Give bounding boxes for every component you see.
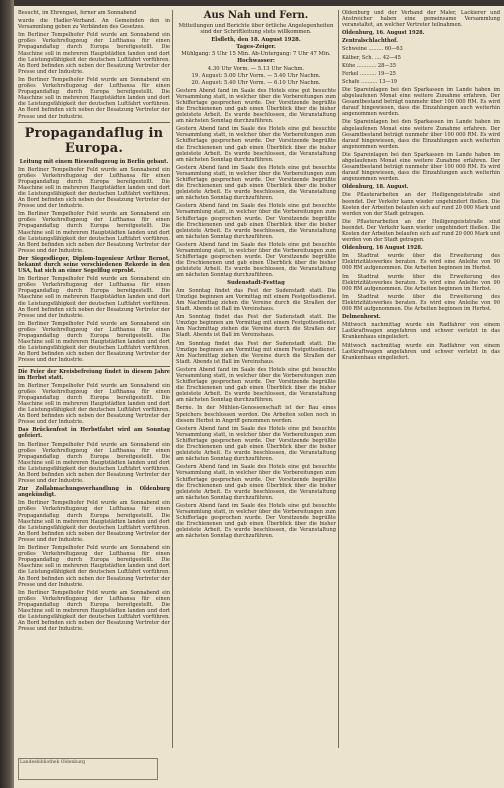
article-body-4: Gestern Abend fand im Saale des Hotels eine gut besuchte Versammlung statt, in welcher über die Vorbereitungen zum Schiffertage gesprochen wurde. Der Vorsitzende begrüßte die Erschienenen und gab einen Überblick über die bisher geleistete Arbeit. Es wurde beschlossen, die Veranstaltung am nächsten Sonntag durchzuführen. <box>176 203 336 240</box>
article-body-8: Gestern Abend fand im Saale des Hotels eine gut besuchte Versammlung statt, in welcher über die Vorbereitungen zum Schiffertage gesprochen wurde. Der Vorsitzende begrüßte die Erschienenen und gab einen Überblick über die bisher geleistete Arbeit. Es wurde beschlossen, die Veranstaltung am nächsten Sonntag durchzuführen. <box>176 464 336 501</box>
note-1: Der Siegesflieger, Diplom-Ingenieur Arthur Bernot, bekannt durch seine verschiedenen Rekorde in den USA, hat sich an einer Segelflug erprobt. <box>18 255 170 275</box>
list-item: Kühe ............ 28—35 <box>342 62 396 69</box>
list-item: Ferkel .......... 19—25 <box>342 70 396 77</box>
column-divider <box>338 10 339 748</box>
section-body-3: Am Sonntag findet das Fest der Sudenstadt statt. Die Umzüge beginnen am Vormittag mit einem Festgottesdienst. Am Nachmittag ziehen die Vereine durch die Straßen der Stadt. Abends ist Ball im Vereinshaus. <box>176 340 336 365</box>
divider <box>18 122 170 123</box>
list-item: Schweine ......... 60—63 <box>342 46 403 53</box>
article-body-8: Im Berliner Tempelhofer Feld wurde am Sonnabend ein großes Verkehrsflugzeug der Lufthansa für einen Propagandaflug durch Europa bereitgestellt. Die Maschine soll in mehreren Hauptstädten landen und dort die Leistungsfähigkeit der deutschen Luftfahrt vorführen. An Bord befinden sich neben der Besatzung Vertreter der Presse und der Industrie. <box>18 545 170 588</box>
article-body: Die Spareinlagen bei den Sparkassen im Lande haben im abgelaufenen Monat eine weitere Zunahme erfahren. Der Gesamtbestand beträgt nunmehr über 100 000 RM. Es wird darauf hingewiesen, dass die Einzahlungen auch weiterhin angenommen werden. <box>342 86 500 118</box>
column-3 <box>342 10 500 363</box>
list-item: Kälber, Sch. .... 42—45 <box>342 54 401 61</box>
col3-header-4: Delmenhorst. <box>342 314 381 321</box>
article-body-3: Im Berliner Tempelhofer Feld wurde am Sonnabend ein großes Verkehrsflugzeug der Lufthansa für einen Propagandaflug durch Europa bereitgestellt. Die Maschine soll in mehreren Hauptstädten landen und dort die Leistungsfähigkeit der deutschen Luftfahrt vorführen. An Bord befinden sich neben der Besatzung Vertreter der Presse und der Industrie. <box>18 276 170 319</box>
column-divider <box>172 10 173 748</box>
article-body-3: Gestern Abend fand im Saale des Hotels eine gut besuchte Versammlung statt, in welcher über die Vorbereitungen zum Schiffertage gesprochen wurde. Der Vorsitzende begrüßte die Erschienenen und gab einen Überblick über die bisher geleistete Arbeit. Es wurde beschlossen, die Veranstaltung am nächsten Sonntag durchzuführen. <box>176 164 336 202</box>
list-title: Zentralschlachthof. <box>342 38 398 45</box>
article-body-9: Im Berliner Tempelhofer Feld wurde am Sonnabend ein großes Verkehrsflugzeug der Lufthansa für einen Propagandaflug durch Europa bereitgestellt. Die Maschine soll in mehreren Hauptstädten landen und dort die Leistungsfähigkeit der deutschen Luftfahrt vorführen. An Bord befinden sich neben der Besatzung Vertreter der Presse und der Industrie. <box>18 589 170 633</box>
article-body-4: Im Berliner Tempelhofer Feld wurde am Sonnabend ein großes Verkehrsflugzeug der Lufthansa für einen Propagandaflug durch Europa bereitgestellt. Die Maschine soll in mehreren Hauptstädten landen und dort die Leistungsfähigkeit der deutschen Luftfahrt vorführen. An Bord befinden sich neben der Besatzung Vertreter der Presse und der Industrie. <box>18 320 170 364</box>
headline: Propagandaflug in Europa. <box>24 125 164 156</box>
note-4: Zur Zollabmachungsverhandlung in Oldenburg angekündigt. <box>18 486 170 499</box>
article-body-2: Im Berliner Tempelhofer Feld wurde am Sonnabend ein großes Verkehrsflugzeug der Lufthansa für einen Propagandaflug durch Europa bereitgestellt. Die Maschine soll in mehreren Hauptstädten landen und dort die Leistungsfähigkeit der deutschen Luftfahrt vorführen. An Bord befinden sich neben der Besatzung Vertreter der Presse und der Industrie. <box>18 211 170 254</box>
col3-header-3: Oldenburg, 16 August 1928. <box>342 245 423 252</box>
col1-filler: Im Berliner Tempelhofer Feld wurde am Sonnabend ein großes Verkehrsflugzeug der Lufthansa für einen Propagandaflug durch Europa bereitgestellt. Die Maschine soll in mehreren Hauptstädten landen und dort die Leistungsfähigkeit der deutschen Luftfahrt vorführen. An Bord befinden sich neben der Besatzung Vertreter der Presse und der Industrie. <box>18 32 170 75</box>
tides-title: Tages-Zeiger. <box>236 43 276 50</box>
article-body-9: Mittwoch nachmittag wurde ein Radfahrer von einem Lastkraftwagen angefahren und schwer verletzt in das Krankenhaus eingeliefert. <box>342 322 500 341</box>
note-3: Das Brückenfest in Herbstfahrt wird am Sonntag gefeiert. <box>18 427 170 440</box>
hochwasser-2: 19. August: 5.00 Uhr Vorm. — 5.40 Uhr Nachm. <box>191 73 321 80</box>
article-body-8: Im Stadtrat wurde über die Erweiterung des Elektrizitätswerkes beraten. Es wird eine Anleihe von 90 000 RM aufgenommen. Die Arbeiten beginnen im Herbst. <box>342 293 500 313</box>
article-body-7: Im Berliner Tempelhofer Feld wurde am Sonnabend ein großes Verkehrsflugzeug der Lufthansa für einen Propagandaflug durch Europa bereitgestellt. Die Maschine soll in mehreren Hauptstädten landen und dort die Leistungsfähigkeit der deutschen Luftfahrt vorführen. An Bord befinden sich neben der Besatzung Vertreter der Presse und der Industrie. <box>18 500 170 543</box>
section-body-2: Am Sonntag findet das Fest der Sudenstadt statt. Die Umzüge beginnen am Vormittag mit einem Festgottesdienst. Am Nachmittag ziehen die Vereine durch die Straßen der Stadt. Abends ist Ball im Vereinshaus. <box>176 314 336 339</box>
article-body-7: Gestern Abend fand im Saale des Hotels eine gut besuchte Versammlung statt, in welcher über die Vorbereitungen zum Schiffertage gesprochen wurde. Der Vorsitzende begrüßte die Erschienenen und gab einen Überblick über die bisher geleistete Arbeit. Es wurde beschlossen, die Veranstaltung am nächsten Sonntag durchzuführen. <box>176 425 336 463</box>
masthead-sub: Mitteilungen und Berichte über örtliche Angelegenheiten sind der Schriftleitung stets willkommen. <box>178 23 334 36</box>
article-body-10: Mittwoch nachmittag wurde ein Radfahrer von einem Lastkraftwagen angefahren und schwer verletzt in das Krankenhaus eingeliefert. <box>342 342 500 361</box>
article-body-6: Im Stadtrat wurde über die Erweiterung des Elektrizitätswerkes beraten. Es wird eine Anleihe von 90 000 RM aufgenommen. Die Arbeiten beginnen im Herbst. <box>342 253 500 272</box>
note-2: Die Feier der Kreisbefreiung findet in diesem Jahre im Herbst statt. <box>18 368 170 381</box>
hochwasser-1: 4.30 Uhr Vorm. — 5.13 Uhr Nachm. <box>207 65 305 72</box>
article-body-5: Im Berliner Tempelhofer Feld wurde am Sonnabend ein großes Verkehrsflugzeug der Lufthansa für einen Propagandaflug durch Europa bereitgestellt. Die Maschine soll in mehreren Hauptstädten landen und dort die Leistungsfähigkeit der deutschen Luftfahrt vorführen. An Bord befinden sich neben der Besatzung Vertreter der Presse und der Industrie. <box>18 382 170 426</box>
section-title: Sudenstadt-Festtag <box>227 280 285 287</box>
berne-note: Berne. In der Mühlen-Genossenschaft ist der Bau eines Speichers beschlossen worden. Die Arbeiten sollen noch in diesem Herbst in Angriff genommen werden. <box>176 405 336 424</box>
hochwasser-3: 20. August: 5.40 Uhr Vorm. — 6.10 Uhr Nachm. <box>191 80 321 87</box>
newspaper-page <box>14 6 504 788</box>
column-2 <box>176 10 336 541</box>
article-body-3: Die Spareinlagen bei den Sparkassen im Lande haben im abgelaufenen Monat eine weitere Zunahme erfahren. Der Gesamtbestand beträgt nunmehr über 100 000 RM. Es wird darauf hingewiesen, dass die Einzahlungen auch weiterhin angenommen werden. <box>342 151 500 183</box>
page-edge <box>0 0 14 788</box>
article-body-7: Im Stadtrat wurde über die Erweiterung des Elektrizitätswerkes beraten. Es wird eine Anleihe von 90 000 RM aufgenommen. Die Arbeiten beginnen im Herbst. <box>342 273 500 292</box>
library-stamp: Landesbibliothek Oldenburg <box>18 758 158 780</box>
article-body-6: Im Berliner Tempelhofer Feld wurde am Sonnabend ein großes Verkehrsflugzeug der Lufthansa für einen Propagandaflug durch Europa bereitgestellt. Die Maschine soll in mehreren Hauptstädten landen und dort die Leistungsfähigkeit der deutschen Luftfahrt vorführen. An Bord befinden sich neben der Besatzung Vertreter der Presse und der Industrie. <box>18 441 170 485</box>
tides: Mühlgang: 5 Uhr 15 Min. Ab-Untergang: 7 Uhr 47 Min. <box>181 51 331 58</box>
list-item: Schafe .......... 13—19 <box>342 78 398 85</box>
subheadline: Leitung mit einem Riesenflugzeug in Berlin gebaut. <box>19 158 169 165</box>
col3-top: Oldenburg und der Verband der Maler, Lackierer und Anstreicher haben eine gemeinsame Versammlung veranstaltet, an welcher Vertreter teilnahmen. <box>342 10 500 29</box>
col1-filler-2: Im Berliner Tempelhofer Feld wurde am Sonnabend ein großes Verkehrsflugzeug der Lufthansa für einen Propagandaflug durch Europa bereitgestellt. Die Maschine soll in mehreren Hauptstädten landen und dort die Leistungsfähigkeit der deutschen Luftfahrt vorführen. An Bord befinden sich neben der Besatzung Vertreter der Presse und der Industrie. <box>18 76 170 120</box>
col3-header-1: Oldenburg, 16. August 1928. <box>342 30 425 37</box>
section-masthead: Aus Nah und Fern. <box>203 10 309 21</box>
dateline: Elsfleth, den 18. August 1928. <box>211 36 301 43</box>
hochwasser-title: Hochwasser: <box>237 58 275 65</box>
article-body-6: Gestern Abend fand im Saale des Hotels eine gut besuchte Versammlung statt, in welcher über die Vorbereitungen zum Schiffertage gesprochen wurde. Der Vorsitzende begrüßte die Erschienenen und gab einen Überblick über die bisher geleistete Arbeit. Es wurde beschlossen, die Veranstaltung am nächsten Sonntag durchzuführen. <box>176 366 336 404</box>
col1-line-2: wurde die Hadler-Verband. An Gemeinden den in Versammlung geben zu Verbänden des Gesetzes. <box>18 18 170 31</box>
article-body: Gestern Abend fand im Saale des Hotels eine gut besuchte Versammlung statt, in welcher über die Vorbereitungen zum Schiffertage gesprochen wurde. Der Vorsitzende begrüßte die Erschienenen und gab einen Überblick über die bisher geleistete Arbeit. Es wurde beschlossen, die Veranstaltung am nächsten Sonntag durchzuführen. <box>176 87 336 125</box>
article-body-2: Die Spareinlagen bei den Sparkassen im Lande haben im abgelaufenen Monat eine weitere Zunahme erfahren. Der Gesamtbestand beträgt nunmehr über 100 000 RM. Es wird darauf hingewiesen, dass die Einzahlungen auch weiterhin angenommen werden. <box>342 119 500 150</box>
article-body-2: Gestern Abend fand im Saale des Hotels eine gut besuchte Versammlung statt, in welcher über die Vorbereitungen zum Schiffertage gesprochen wurde. Der Vorsitzende begrüßte die Erschienenen und gab einen Überblick über die bisher geleistete Arbeit. Es wurde beschlossen, die Veranstaltung am nächsten Sonntag durchzuführen. <box>176 126 336 163</box>
article-body-5: Gestern Abend fand im Saale des Hotels eine gut besuchte Versammlung statt, in welcher über die Vorbereitungen zum Schiffertage gesprochen wurde. Der Vorsitzende begrüßte die Erschienenen und gab einen Überblick über die bisher geleistete Arbeit. Es wurde beschlossen, die Veranstaltung am nächsten Sonntag durchzuführen. <box>176 241 336 279</box>
article-body: Im Berliner Tempelhofer Feld wurde am Sonnabend ein großes Verkehrsflugzeug der Lufthansa für einen Propagandaflug durch Europa bereitgestellt. Die Maschine soll in mehreren Hauptstädten landen und dort die Leistungsfähigkeit der deutschen Luftfahrt vorführen. An Bord befinden sich neben der Besatzung Vertreter der Presse und der Industrie. <box>18 166 170 210</box>
col3-header-2: Oldenburg, 18. August. <box>342 184 409 191</box>
col1-line-1: Besucht, im Ehrengast, ferner am Sonnabend <box>18 10 137 16</box>
column-1 <box>18 10 170 634</box>
article-body-9: Gestern Abend fand im Saale des Hotels eine gut besuchte Versammlung statt, in welcher über die Vorbereitungen zum Schiffertage gesprochen wurde. Der Vorsitzende begrüßte die Erschienenen und gab einen Überblick über die bisher geleistete Arbeit. Es wurde beschlossen, die Veranstaltung am nächsten Sonntag durchzuführen. <box>176 502 336 540</box>
section-body: Am Sonntag findet das Fest der Sudenstadt statt. Die Umzüge beginnen am Vormittag mit einem Festgottesdienst. Am Nachmittag ziehen die Vereine durch die Straßen der Stadt. Abends ist Ball im Vereinshaus. <box>176 287 336 313</box>
article-body-4: Die Pflasterarbeiten an der Heiligengeiststraße sind beendet. Der Verkehr kann wieder ungehindert fließen. Die Kosten der Arbeiten belaufen sich auf rund 20 000 Mark und werden von der Stadt getragen. <box>342 192 500 217</box>
article-body-5: Die Pflasterarbeiten an der Heiligengeiststraße sind beendet. Der Verkehr kann wieder ungehindert fließen. Die Kosten der Arbeiten belaufen sich auf rund 20 000 Mark und werden von der Stadt getragen. <box>342 218 500 244</box>
divider <box>18 366 170 367</box>
